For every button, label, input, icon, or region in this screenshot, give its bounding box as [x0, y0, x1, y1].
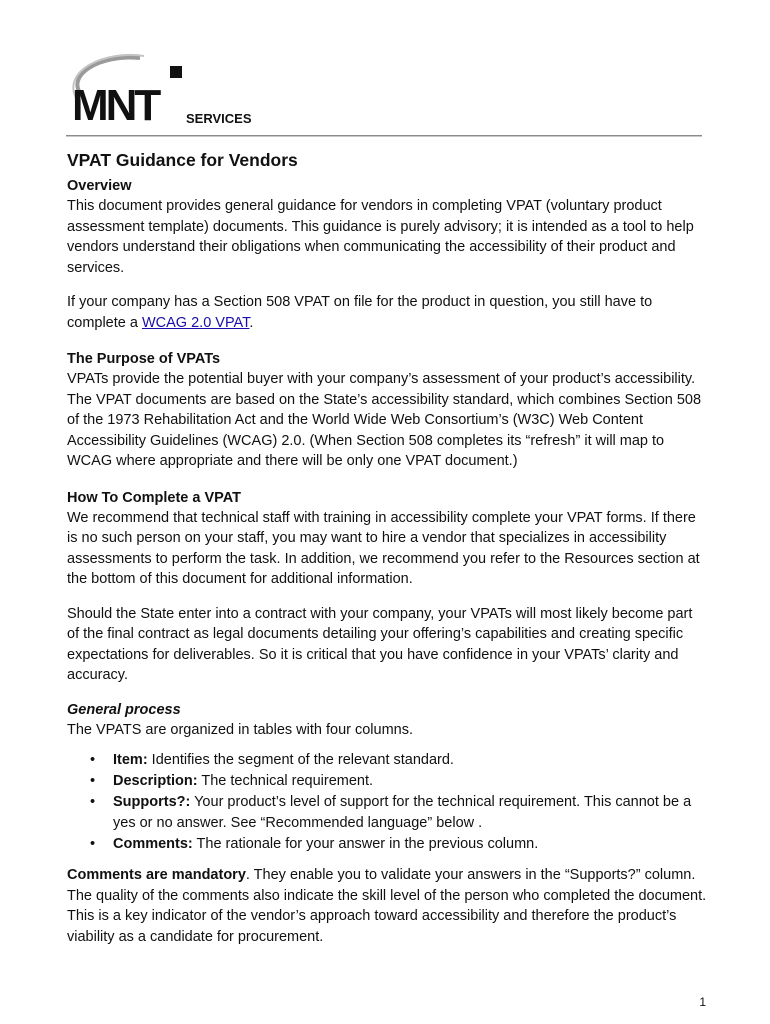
howto-paragraph-2: Should the State enter into a contract with your company, your VPATs will most likely become part of the final contract as legal documents detailing your offering’s capabilities and creating specific expectations for deliverables. So it is critical that you have confidence in your VPATs’ clarity and accuracy. [67, 605, 693, 683]
howto-heading: How To Complete a VPAT [67, 489, 242, 506]
comments-paragraph: Comments are mandatory. They enable you to validate your answers in the “Supports?” column. The quality of the comments also indicate the skill level of the person who completed the document. This is a key indicator of the vendor’s approach toward accessibility and therefore the product’s viability as a candidate for procurement. [67, 867, 707, 945]
overview-paragraph: This document provides general guidance for vendors in completing VPAT (voluntary product assessment template) documents. This guidance is purely advisory; it is intended as a tool to help vendors understand their obligations when communicating the accessibility of their product and services. [67, 198, 694, 276]
general-process-intro: The VPATS are organized in tables with four columns. [67, 721, 414, 738]
bullet-icon: • [90, 794, 96, 810]
company-logo [62, 52, 262, 126]
general-process-heading: General process [67, 701, 181, 718]
document-body [67, 146, 707, 947]
list-item: • Description: The technical requirement. [113, 771, 707, 792]
purpose-paragraph: VPATs provide the potential buyer with your company’s assessment of your product’s accessibility. The VPAT documents are based on the State’s accessibility standard, which combines Section 508 of the 1973 Rehabilitation Act and the World Wide Web Consortium’s (W3C) Web Content Accessibility Guidelines (WCAG) 2.0. (When Section 508 completes its “refresh” it will map to WCAG where appropriate and there will be only one VPAT document.) [67, 371, 702, 469]
bullet-icon: • [90, 836, 96, 852]
list-item: • Supports?: Your product’s level of support for the technical requirement. This cannot be a yes or no answer. See “Recommended language” below . [90, 794, 692, 831]
list-item: • Item: Identifies the segment of the relevant standard. [113, 750, 707, 771]
document-title: VPAT Guidance for Vendors [67, 150, 298, 170]
howto-paragraph: We recommend that technical staff with training in accessibility complete your VPAT forms. If there is no such person on your staff, you may want to hire a vendor that specializes in accessibility assessments to perform the task. In addition, we recommend you refer to the Resources section at the bottom of this document for additional information. [67, 509, 700, 587]
columns-list [67, 750, 707, 855]
purpose-heading: The Purpose of VPATs [67, 351, 221, 367]
bullet-icon: • [90, 773, 96, 789]
logo-main-text: MNT [72, 81, 159, 126]
logo-sub-text: SERVICES [186, 111, 252, 126]
overview-paragraph-2: If your company has a Section 508 VPAT on file for the product in question, you still have to complete a WCAG 2.0 VPAT. [67, 294, 653, 331]
bullet-icon: • [90, 752, 96, 768]
wcag-vpat-link[interactable]: WCAG 2.0 VPAT [141, 314, 250, 331]
header-divider [66, 135, 702, 137]
page-number: 1 [699, 995, 706, 1009]
list-item: • Comments: The rationale for your answer in the previous column. [113, 834, 707, 855]
overview-heading: Overview [67, 178, 132, 194]
